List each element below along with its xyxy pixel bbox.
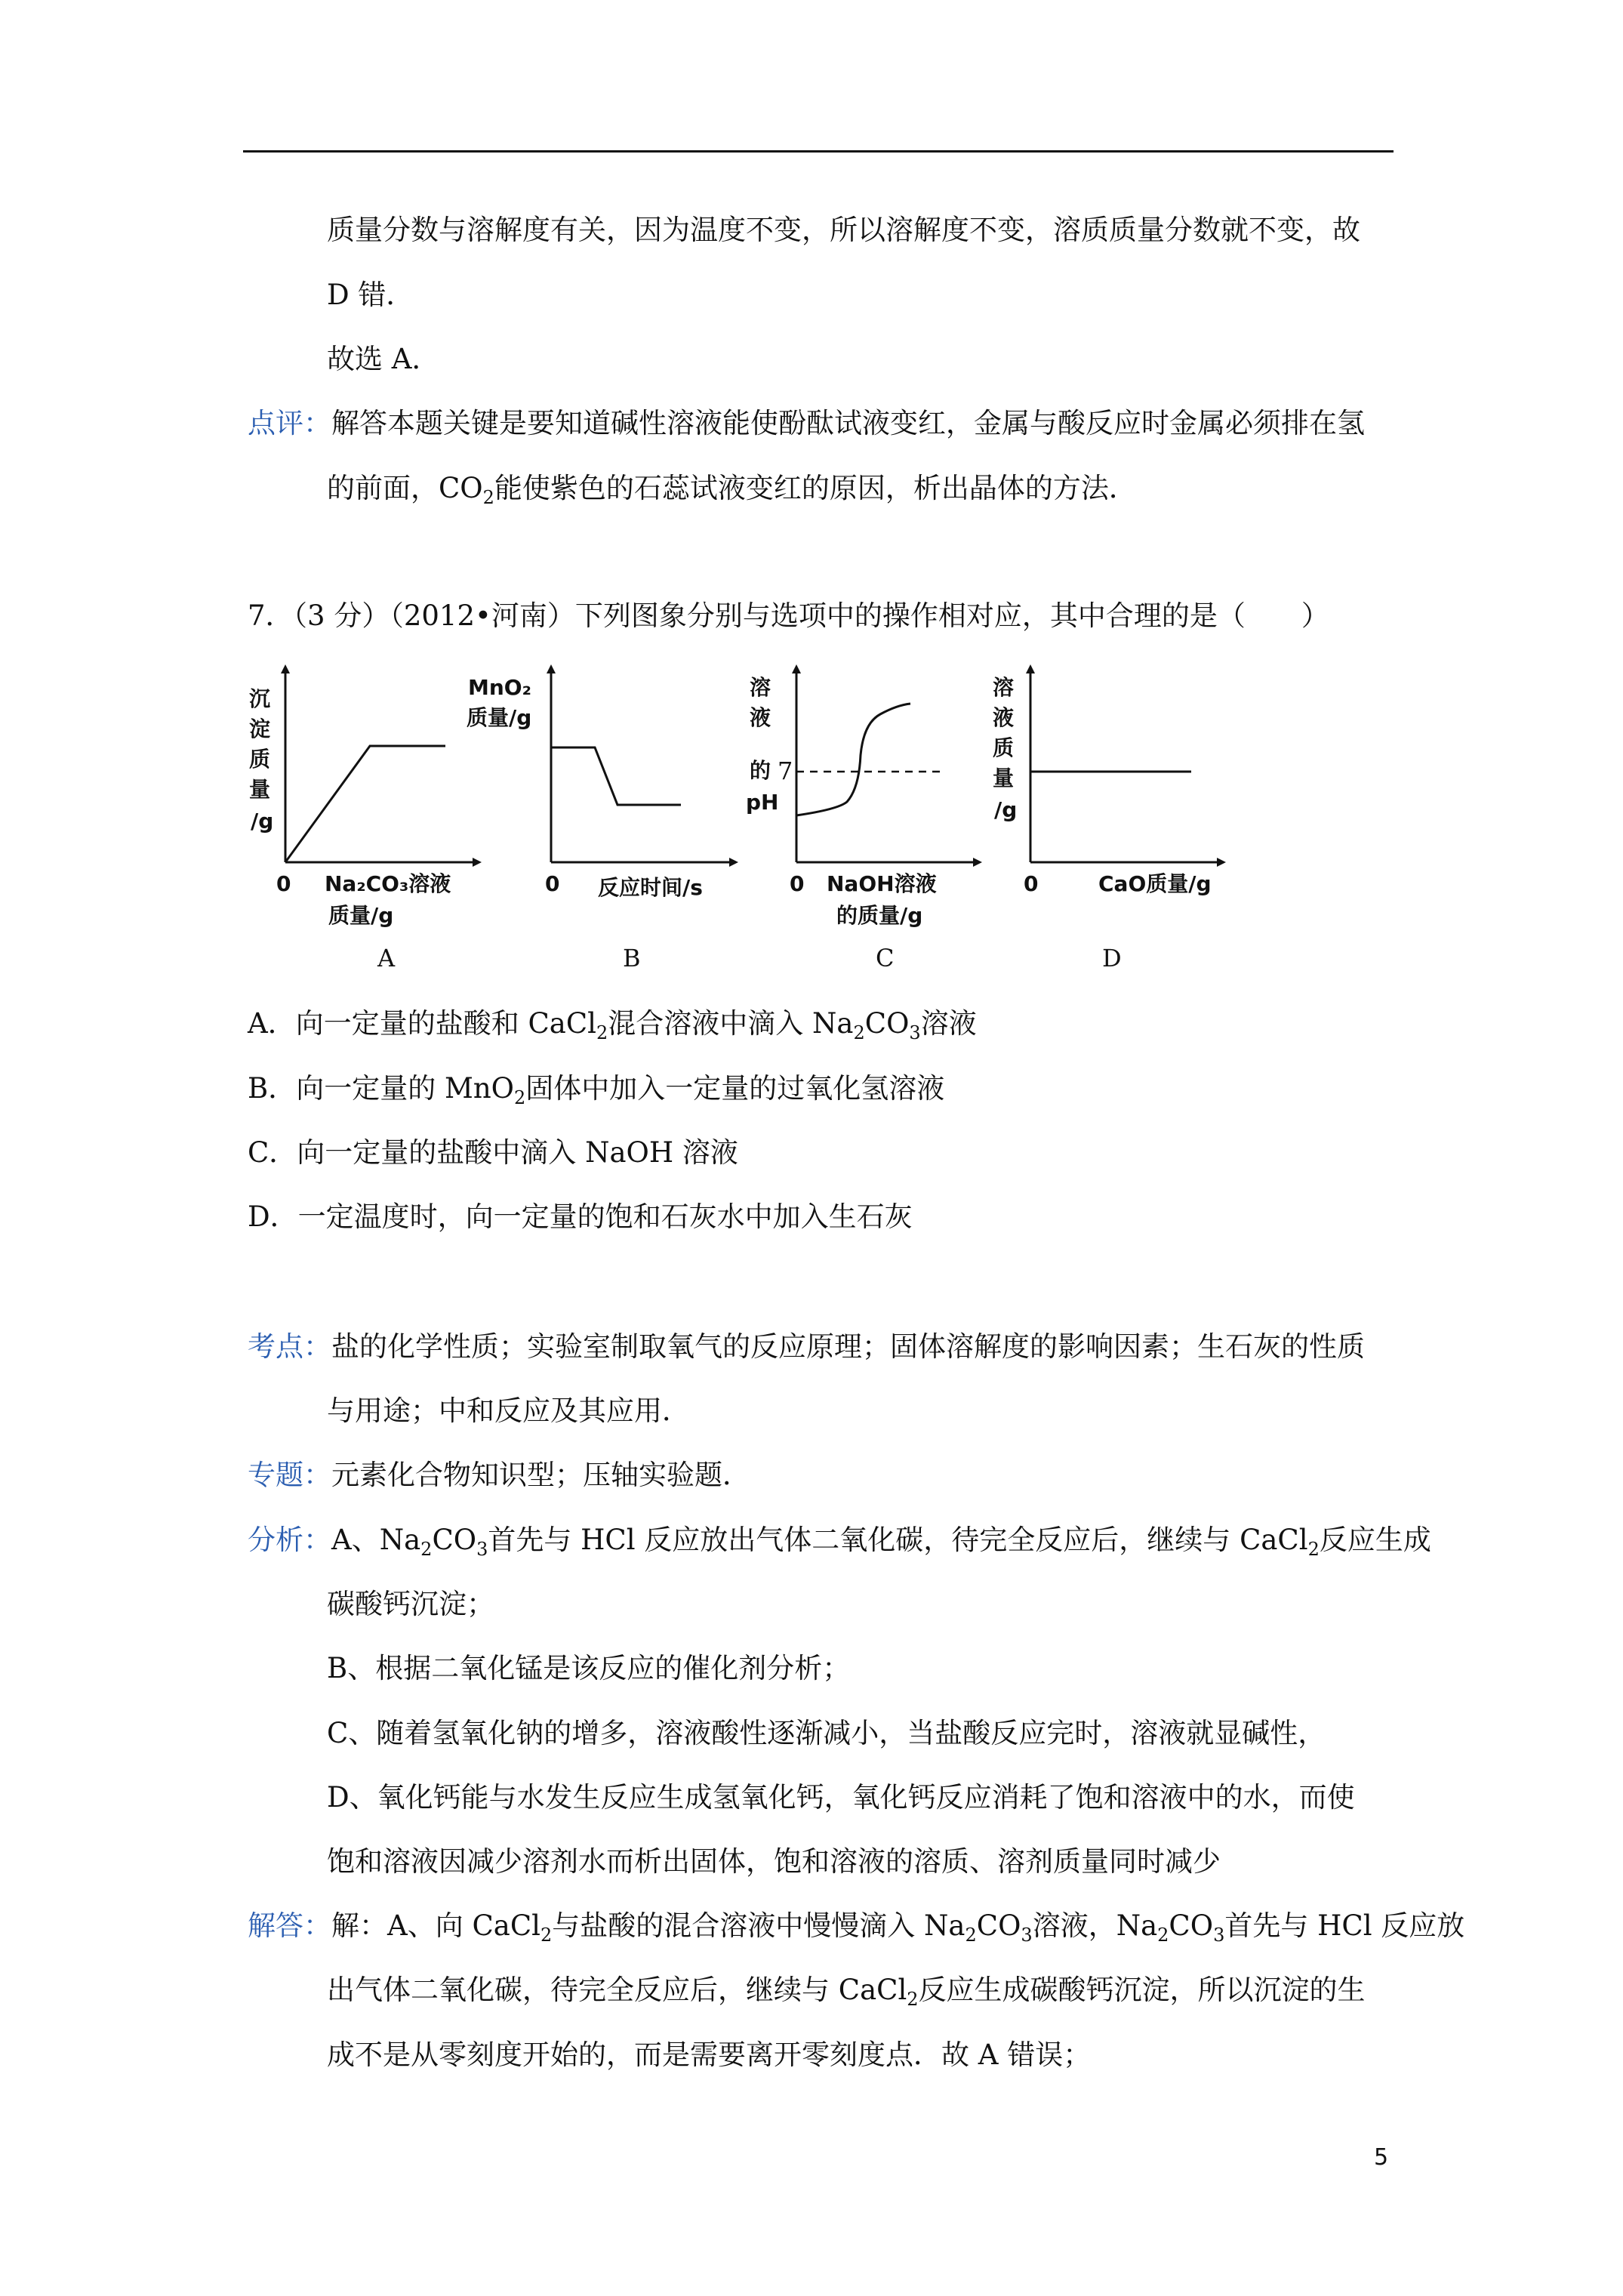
graph-c-ylabel-3: 的 xyxy=(750,758,771,783)
kaodian-line-2: 与用途；中和反应及其应用． xyxy=(327,1395,690,1427)
question-stem: 7．（3 分）（2012•河南）下列图象分别与选项中的操作相对应，其中合理的是（ ） xyxy=(248,599,1329,632)
graph-c-ylabel-4: pH xyxy=(746,790,779,815)
fenxi-line-4: C、随着氢氧化钠的增多，溶液酸性逐渐减小，当盐酸反应完时，溶液就显碱性， xyxy=(327,1717,1326,1749)
graph-c-tick-7: 7 xyxy=(778,757,793,785)
jieda-line-3: 成不是从零刻度开始的，而是需要离开零刻度点．故 A 错误； xyxy=(327,2039,1092,2071)
graph-c-origin: 0 xyxy=(790,871,805,896)
graph-c xyxy=(746,669,978,972)
graph-b-xlabel-1: 反应时间/s xyxy=(598,875,703,900)
graph-a xyxy=(249,669,477,972)
graph-a-xlabel-2: 质量/g xyxy=(328,903,394,928)
option-a: A．向一定量的盐酸和 CaCl$_2$混合溶液中滴入 $Na_2CO_3$溶液 xyxy=(248,1007,977,1043)
graph-d xyxy=(993,669,1221,972)
graph-c-curve xyxy=(796,704,910,815)
review-sub: 2 xyxy=(482,487,494,508)
graph-a-ylabel-5: /g xyxy=(251,809,274,834)
kaodian-line-1: 考点：盐的化学性质；实验室制取氧气的反应原理；固体溶解度的影响因素；生石灰的性质 xyxy=(248,1330,1365,1363)
graph-b-origin: 0 xyxy=(545,871,560,896)
prev-line-3: 故选 A． xyxy=(327,343,440,375)
graph-c-ylabel-1: 溶 xyxy=(750,675,771,700)
review-line-1 xyxy=(248,405,1365,442)
graph-b-ylabel-1: MnO₂ xyxy=(468,675,531,700)
graph-a-curve xyxy=(285,746,445,862)
kaodian-label: 考点： xyxy=(248,1330,331,1363)
prev-line-1: 质量分数与溶解度有关，因为温度不变，所以溶解度不变，溶质质量分数就不变，故 xyxy=(327,214,1360,246)
zhuanti-label: 专题： xyxy=(248,1459,331,1491)
review-label: 点评： xyxy=(248,407,331,439)
graph-a-letter: A xyxy=(377,944,396,972)
graph-a-ylabel-3: 质 xyxy=(249,747,271,772)
option-c: C．向一定量的盐酸中滴入 NaOH 溶液 xyxy=(248,1136,738,1169)
graph-d-ylabel-3: 质 xyxy=(993,735,1015,760)
graph-b-ylabel-2: 质量/g xyxy=(467,705,532,730)
graph-b xyxy=(467,669,734,972)
graph-b-curve xyxy=(551,747,681,805)
graph-d-xlabel-1: CaO质量/g xyxy=(1098,871,1212,896)
option-b: B．向一定量的 MnO$_2$固体中加入一定量的过氧化氢溶液 xyxy=(248,1072,945,1108)
graph-c-letter: C xyxy=(876,944,895,972)
graphs-figure xyxy=(226,642,1283,989)
graph-d-ylabel-2: 液 xyxy=(993,705,1015,730)
fenxi-line-1: 分析：A、$Na_2CO_3$首先与 HCl 反应放出气体二氧化碳，待完全反应后，继续与 CaCl$_2$反应生成 xyxy=(248,1524,1431,1560)
graph-a-ylabel-2: 淀 xyxy=(249,717,271,741)
review-line-2 xyxy=(327,470,1137,507)
option-d: D．一定温度时，向一定量的饱和石灰水中加入生石灰 xyxy=(248,1200,913,1233)
graph-d-letter: D xyxy=(1102,944,1122,972)
graph-d-origin: 0 xyxy=(1024,871,1039,896)
graph-d-ylabel-1: 溶 xyxy=(993,675,1015,700)
graph-d-ylabel-4: 量 xyxy=(993,766,1015,791)
review-text-2a: 的前面，CO xyxy=(327,472,483,504)
graph-a-ylabel-1: 沉 xyxy=(249,686,271,711)
graph-b-letter: B xyxy=(623,944,641,972)
zhuanti-line: 专题：元素化合物知识型；压轴实验题． xyxy=(248,1459,750,1491)
graph-a-ylabel-4: 量 xyxy=(249,777,271,802)
fenxi-line-2: 碳酸钙沉淀； xyxy=(327,1588,494,1620)
graph-d-ylabel-5: /g xyxy=(994,797,1018,822)
review-text-2b: 能使紫色的石蕊试液变红的原因，析出晶体的方法． xyxy=(494,472,1137,504)
header-rule xyxy=(243,150,1394,153)
review-text-1: 解答本题关键是要知道碱性溶液能使酚酞试液变红，金属与酸反应时金属必须排在氢 xyxy=(331,407,1365,439)
fenxi-line-5: D、氧化钙能与水发生反应生成氢氧化钙，氧化钙反应消耗了饱和溶液中的水，而使 xyxy=(327,1781,1355,1814)
page-number: 5 xyxy=(1374,2144,1389,2171)
fenxi-line-3: B、根据二氧化锰是该反应的催化剂分析； xyxy=(327,1652,851,1684)
jieda-line-2: 出气体二氧化碳，待完全反应后，继续与 CaCl$_2$反应生成碳酸钙沉淀，所以沉淀的生 xyxy=(327,1974,1366,2010)
prev-line-2: D 错． xyxy=(327,279,414,311)
graph-c-xlabel-1: NaOH溶液 xyxy=(827,871,937,896)
graph-a-origin: 0 xyxy=(276,871,291,896)
graph-c-ylabel-2: 液 xyxy=(750,705,771,730)
fenxi-label: 分析： xyxy=(248,1524,331,1556)
graph-a-xlabel-1: Na₂CO₃溶液 xyxy=(325,871,451,896)
fenxi-line-6: 饱和溶液因减少溶剂水而析出固体，饱和溶液的溶质、溶剂质量同时减少 xyxy=(327,1845,1221,1878)
jieda-line-1: 解答：解：A、向 CaCl$_2$与盐酸的混合溶液中慢慢滴入 $Na_2CO_3$溶液，$Na_2CO_3$首先与 HCl 反应放 xyxy=(248,1909,1465,1946)
jieda-label: 解答： xyxy=(248,1909,331,1942)
graph-c-xlabel-2: 的质量/g xyxy=(836,903,923,928)
